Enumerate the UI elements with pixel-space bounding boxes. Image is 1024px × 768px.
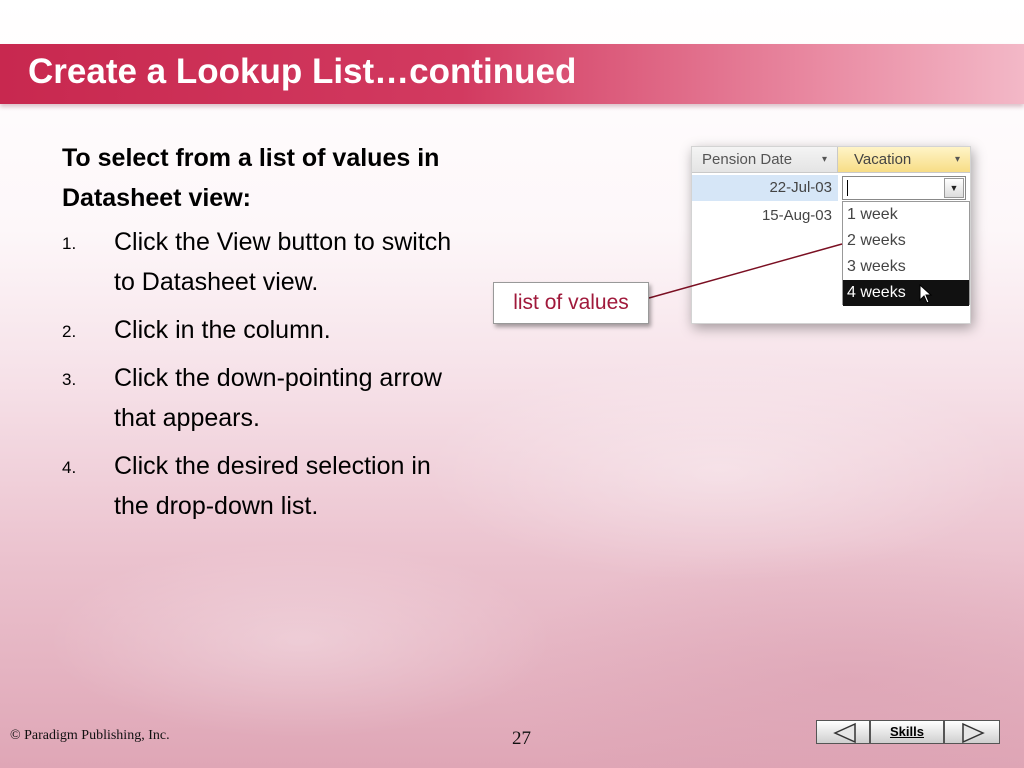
datasheet-cell[interactable]: 15-Aug-03 bbox=[761, 207, 832, 224]
dropdown-list bbox=[842, 201, 970, 305]
intro-text: To select from a list of values in Datasheet view: bbox=[62, 144, 440, 212]
sort-arrow-icon[interactable]: ▾ bbox=[821, 154, 827, 165]
left-triangle-icon bbox=[817, 721, 871, 745]
steps-list bbox=[62, 222, 462, 526]
step-number: 3. bbox=[62, 370, 77, 389]
column-header-label: Pension Date bbox=[702, 151, 793, 168]
copyright-text: © Paradigm Publishing, Inc. bbox=[10, 728, 170, 743]
slide-navigation bbox=[816, 720, 1002, 744]
page-number: 27 bbox=[512, 728, 531, 749]
step-number: 1. bbox=[62, 234, 77, 253]
step-item bbox=[62, 310, 462, 350]
step-text: Click the down-pointing arrow that appears. bbox=[114, 364, 442, 432]
list-of-values-callout: list of values bbox=[493, 282, 649, 324]
title-bar bbox=[0, 44, 1024, 104]
instructions bbox=[62, 138, 462, 534]
sort-arrow-icon[interactable]: ▾ bbox=[954, 154, 960, 165]
dropdown-item[interactable]: 2 weeks bbox=[847, 232, 906, 249]
datasheet-screenshot bbox=[691, 146, 971, 324]
dropdown-item-label: 4 weeks bbox=[847, 284, 906, 301]
next-slide-button[interactable] bbox=[944, 720, 1000, 744]
skills-label: Skills bbox=[890, 724, 924, 739]
dropdown-item[interactable]: 1 week bbox=[847, 206, 898, 223]
dropdown-item[interactable]: 3 weeks bbox=[847, 258, 906, 275]
column-header-label: Vacation bbox=[854, 151, 912, 168]
previous-slide-button[interactable] bbox=[816, 720, 870, 744]
step-item bbox=[62, 222, 462, 302]
column-header-pension-date[interactable] bbox=[692, 147, 838, 173]
step-item bbox=[62, 358, 462, 438]
right-triangle-icon bbox=[945, 721, 1001, 745]
slide-title: Create a Lookup List…continued bbox=[28, 52, 577, 91]
step-number: 2. bbox=[62, 322, 77, 341]
step-text: Click in the column. bbox=[114, 316, 331, 344]
text-caret bbox=[847, 180, 848, 196]
vacation-combo-box[interactable] bbox=[842, 176, 966, 200]
dropdown-arrow-button[interactable]: ▼ bbox=[944, 178, 964, 198]
column-header-vacation[interactable] bbox=[838, 147, 970, 173]
step-number: 4. bbox=[62, 458, 77, 477]
dropdown-item-selected[interactable] bbox=[843, 280, 969, 306]
step-text: Click the View button to switch to Datasheet view. bbox=[114, 228, 452, 296]
step-text: Click the desired selection in the drop-down list. bbox=[114, 452, 431, 520]
skills-button[interactable] bbox=[870, 720, 944, 744]
datasheet-cell[interactable]: 22-Jul-03 bbox=[692, 175, 838, 201]
step-item bbox=[62, 446, 462, 526]
mouse-pointer-icon bbox=[919, 284, 933, 304]
